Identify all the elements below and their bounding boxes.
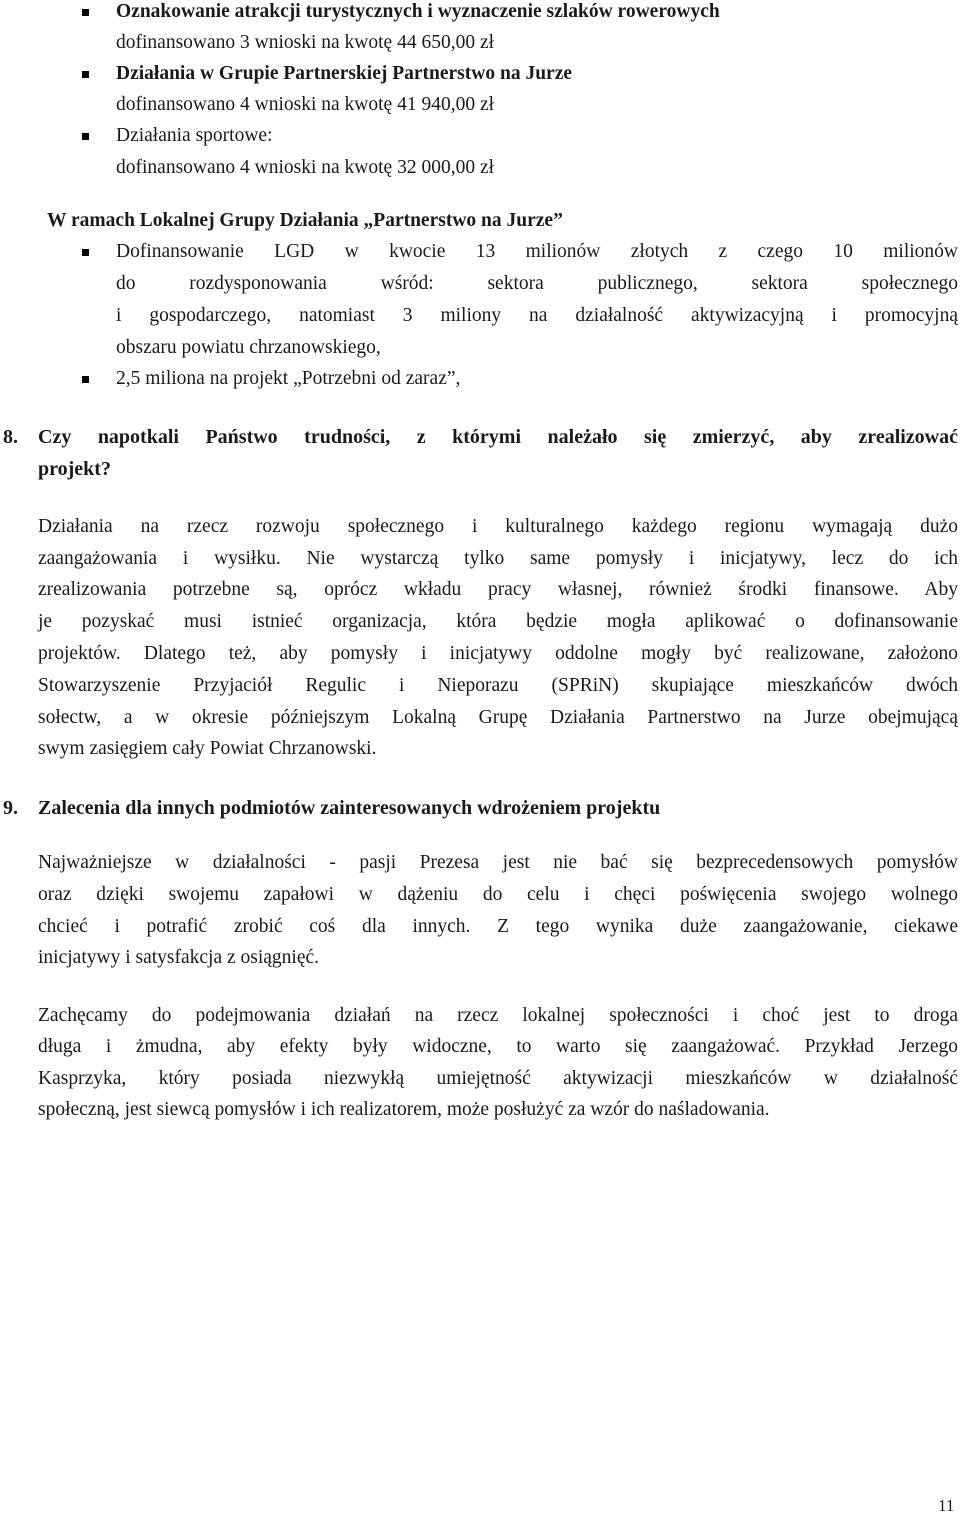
section-9-title: Zalecenia dla innych podmiotów zainteresowanych wdrożeniem projektu xyxy=(38,797,661,819)
paragraph-line: zrealizowania potrzebne są, oprócz wkładu pracy własnej, również środki finansowe. Aby xyxy=(38,579,958,600)
bullet-title: Działania sportowe: xyxy=(116,125,273,146)
lgd-item2: 2,5 miliona na projekt „Potrzebni od zaraz”, xyxy=(116,368,461,389)
bullet-icon xyxy=(82,9,89,16)
bullet-icon xyxy=(82,133,89,140)
paragraph-line: Kasprzyka, który posiada niezwykłą umiejętność aktywizacji mieszkańców w działalność xyxy=(38,1068,958,1089)
paragraph-line: projektów. Dlatego też, aby pomysły i inicjatywy oddolne mogły być realizowane, założono xyxy=(38,643,958,664)
lgd-heading: W ramach Lokalnej Grupy Działania „Partnerstwo na Jurze” xyxy=(47,210,563,231)
bullet-icon xyxy=(82,249,89,256)
paragraph-line: zaangażowania i wysiłku. Nie wystarczą tylko same pomysły i inicjatywy, lecz do ich xyxy=(38,548,958,569)
paragraph-line: chcieć i potrafić zrobić coś dla innych. Z tego wynika duże zaangażowanie, ciekawe xyxy=(38,916,958,937)
section-8-title: Czy napotkali Państwo trudności, z którymi należało się zmierzyć, aby zrealizować xyxy=(38,426,958,448)
paragraph-line: Działania na rzecz rozwoju społecznego i kulturalnego każdego regionu wymagają dużo xyxy=(38,516,958,537)
paragraph-line: swym zasięgiem cały Powiat Chrzanowski. xyxy=(38,738,377,759)
paragraph-line: Stowarzyszenie Przyjaciół Regulic i Nieporazu (SPRiN) skupiające mieszkańców dwóch xyxy=(38,675,958,696)
paragraph-line: sołectw, a w okresie późniejszym Lokalną Grupę Działania Partnerstwo na Jurze obejmującą xyxy=(38,707,958,728)
paragraph-line: społeczną, jest siewcą pomysłów i ich realizatorem, może posłużyć za wzór do naśladowania. xyxy=(38,1099,770,1120)
lgd-item1-line: Dofinansowanie LGD w kwocie 13 milionów złotych z czego 10 milionów xyxy=(116,241,958,262)
paragraph-line: je pozyskać musi istnieć organizacja, która będzie mogła aplikować o dofinansowanie xyxy=(38,611,958,632)
paragraph-line: oraz dzięki swojemu zapałowi w dążeniu do celu i chęci poświęcenia swojego wolnego xyxy=(38,884,958,905)
page-number: 11 xyxy=(938,1496,955,1515)
bullet-detail: dofinansowano 4 wnioski na kwotę 41 940,00 zł xyxy=(116,94,495,115)
paragraph-line: inicjatywy i satysfakcja z osiągnięć. xyxy=(38,947,320,968)
bullet-icon xyxy=(82,376,89,383)
bullet-title: Oznakowanie atrakcji turystycznych i wyznaczenie szlaków rowerowych xyxy=(116,1,720,22)
bullet-icon xyxy=(82,71,89,78)
bullet-title: Działania w Grupie Partnerskiej Partnerstwo na Jurze xyxy=(116,63,573,84)
lgd-item1-line: obszaru powiatu chrzanowskiego, xyxy=(116,337,381,358)
section-8-number: 8. xyxy=(3,426,18,448)
bullet-detail: dofinansowano 4 wnioski na kwotę 32 000,00 zł xyxy=(116,157,495,178)
paragraph-line: Zachęcamy do podejmowania działań na rzecz lokalnej społeczności i choć jest to droga xyxy=(38,1005,958,1026)
lgd-item1-line: i gospodarczego, natomiast 3 miliony na działalność aktywizacyjną i promocyjną xyxy=(116,305,958,326)
lgd-item1-line: do rozdysponowania wśród: sektora publicznego, sektora społecznego xyxy=(116,273,958,294)
paragraph-line: Najważniejsze w działalności - pasji Prezesa jest nie bać się bezprecedensowych pomysłów xyxy=(38,852,958,873)
bullet-detail: dofinansowano 3 wnioski na kwotę 44 650,00 zł xyxy=(116,32,495,53)
paragraph-line: długa i żmudna, aby efekty były widoczne, to warto się zaangażować. Przykład Jerzego xyxy=(38,1036,958,1057)
section-9-number: 9. xyxy=(3,797,18,819)
section-8-title-cont: projekt? xyxy=(38,458,111,480)
